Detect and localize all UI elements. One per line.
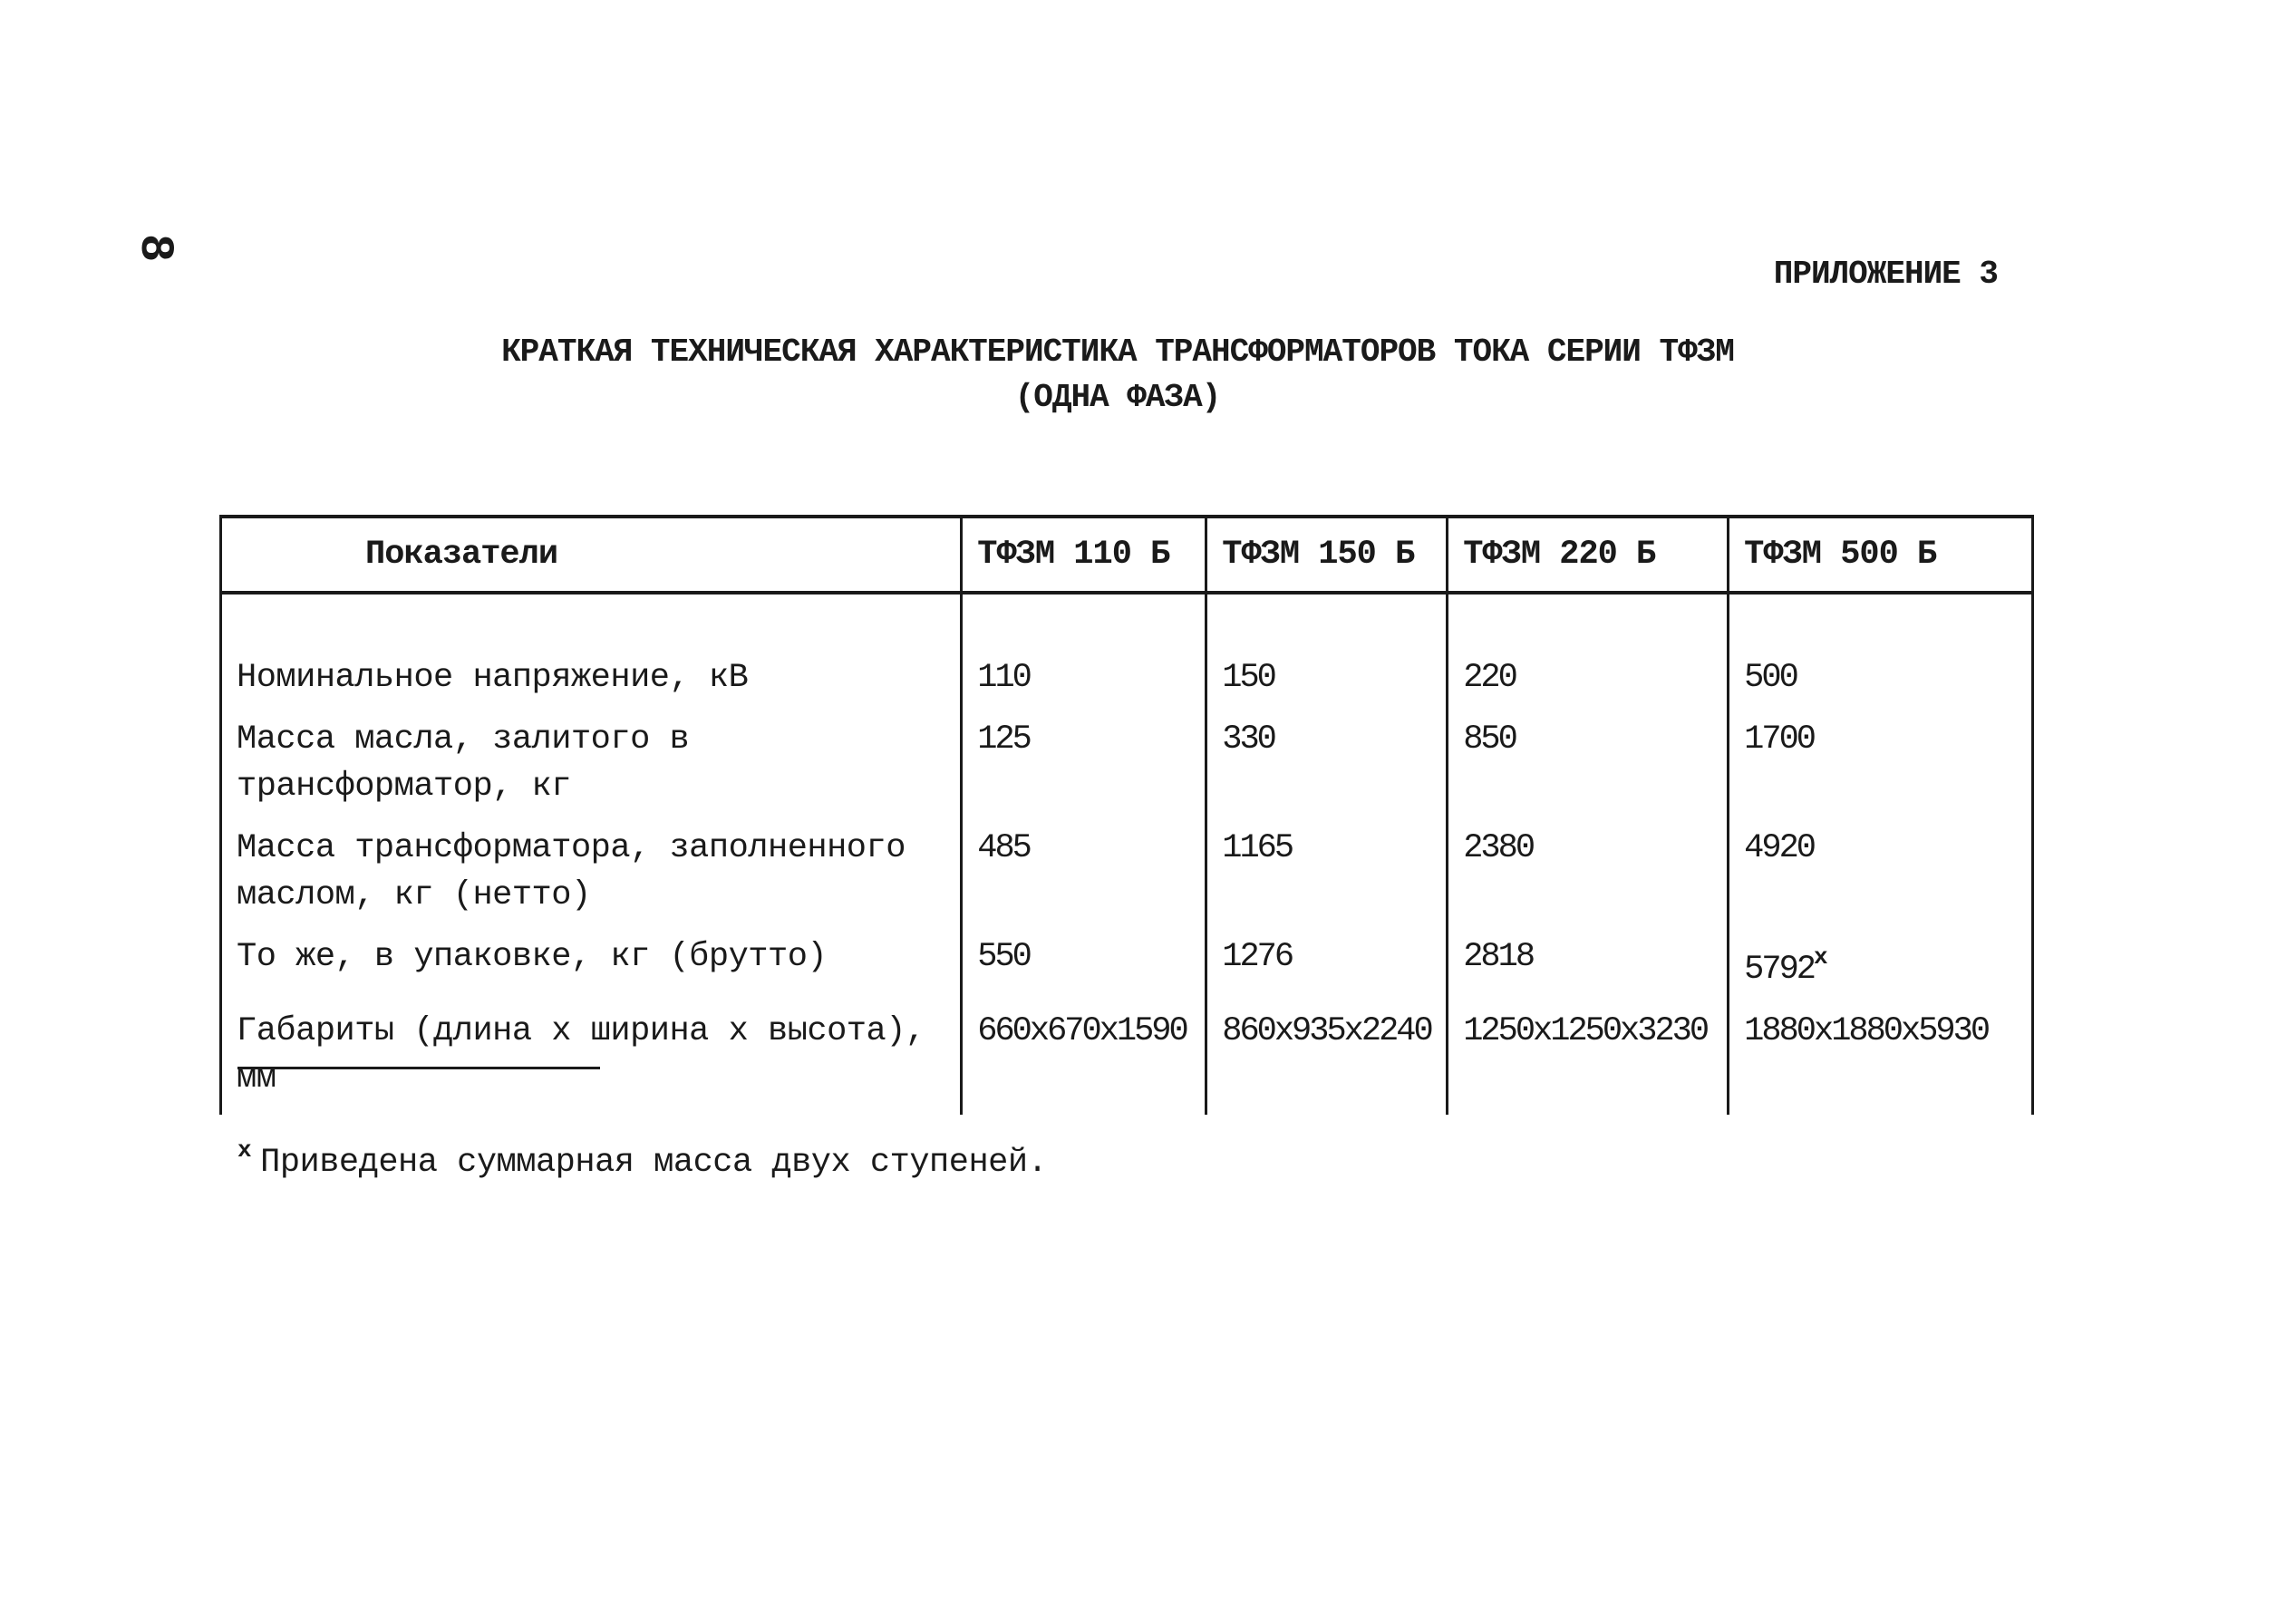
table-cell: 550 <box>962 932 1206 1006</box>
row-label: Масса трансформатора, заполненного маслом, кг (нетто) <box>221 823 962 932</box>
table-cell: 1165 <box>1206 823 1448 932</box>
table-cell: 110 <box>962 652 1206 714</box>
table-cell: 4920 <box>1729 823 2033 932</box>
table-cell: 2380 <box>1448 823 1729 932</box>
document-subtitle: (ОДНА ФАЗА) <box>1014 379 1221 416</box>
appendix-label: ПРИЛОЖЕНИЕ 3 <box>1773 256 1998 293</box>
table-cell: 220 <box>1448 652 1729 714</box>
column-header-tfzm-500: ТФЗМ 500 Б <box>1729 517 2033 593</box>
table-spacer-row <box>221 593 2033 652</box>
row-label: Масса масла, залитого в трансформатор, кг <box>221 714 962 823</box>
column-header-tfzm-110: ТФЗМ 110 Б <box>962 517 1206 593</box>
table-cell: 150 <box>1206 652 1448 714</box>
table-row <box>221 652 2033 714</box>
table-cell: 660х670х1590 <box>962 1006 1206 1115</box>
table-cell: 860х935х2240 <box>1206 1006 1448 1115</box>
footnote-divider <box>237 1067 600 1069</box>
column-header-tfzm-150: ТФЗМ 150 Б <box>1206 517 1448 593</box>
row-label: Габариты (длина х ширина х высота), мм <box>221 1006 962 1115</box>
footnote-text: Приведена суммарная масса двух ступеней. <box>260 1144 1048 1182</box>
table-header-row <box>221 517 2033 593</box>
footnote-mark: х <box>237 1136 252 1164</box>
column-header-indicators: Показатели <box>221 517 962 593</box>
column-header-tfzm-220: ТФЗМ 220 Б <box>1448 517 1729 593</box>
table-cell: 1250х1250х3230 <box>1448 1006 1729 1115</box>
table-row <box>221 932 2033 1006</box>
table-cell: 1700 <box>1729 714 2033 823</box>
table-row <box>221 823 2033 932</box>
footnote-mark: х <box>1814 943 1826 971</box>
table-row <box>221 714 2033 823</box>
table-cell <box>1729 932 2033 1006</box>
table-row <box>221 1006 2033 1115</box>
document-title: КРАТКАЯ ТЕХНИЧЕСКАЯ ХАРАКТЕРИСТИКА ТРАНСФОРМАТОРОВ ТОКА СЕРИИ ТФЗМ <box>501 334 1734 371</box>
table-cell: 850 <box>1448 714 1729 823</box>
table-cell: 485 <box>962 823 1206 932</box>
page-number: 8 <box>128 234 181 263</box>
table-cell: 500 <box>1729 652 2033 714</box>
table-cell: 2818 <box>1448 932 1729 1006</box>
table-cell: 330 <box>1206 714 1448 823</box>
table-cell: 1276 <box>1206 932 1448 1006</box>
cell-value: 5792 <box>1744 951 1814 989</box>
footnote <box>237 1136 1047 1182</box>
table-cell: 1880х1880х5930 <box>1729 1006 2033 1115</box>
table-cell: 125 <box>962 714 1206 823</box>
row-label: То же, в упаковке, кг (брутто) <box>221 932 962 1006</box>
specifications-table <box>219 515 2034 1115</box>
row-label: Номинальное напряжение, кВ <box>221 652 962 714</box>
